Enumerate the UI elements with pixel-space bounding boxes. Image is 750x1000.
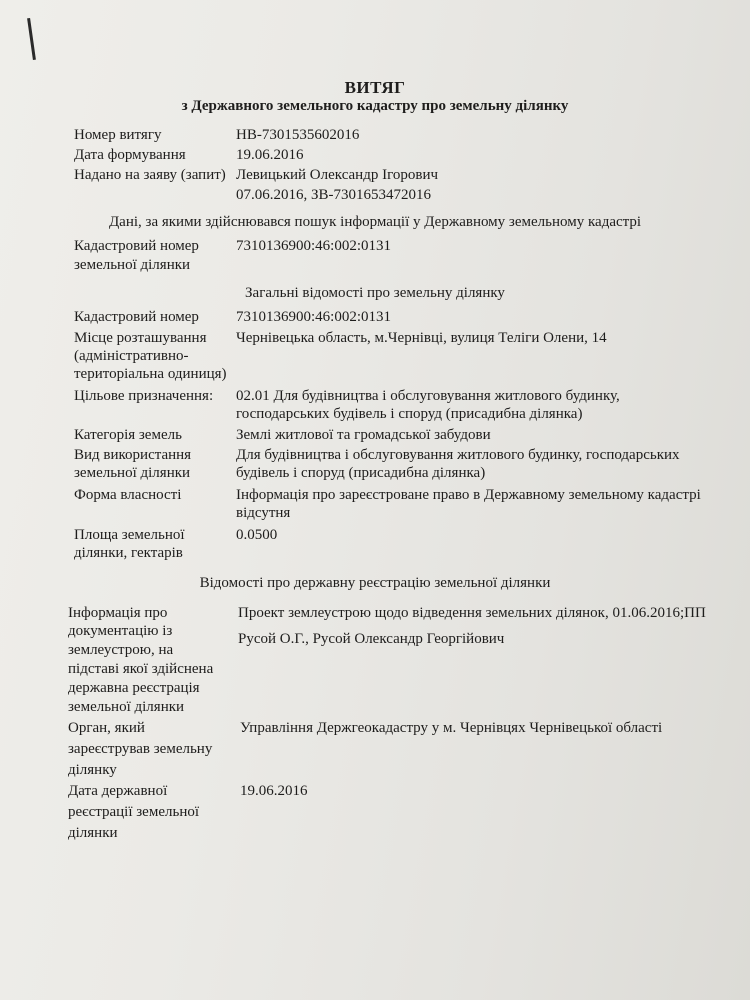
reg-date-value: 19.06.2016: [240, 783, 308, 799]
request-label: Надано на заяву (запит): [74, 167, 226, 183]
general-section-heading: Загальні відомості про земельну ділянку: [245, 285, 505, 301]
doc-label-5: державна реєстрація: [68, 680, 200, 696]
ownership-value-2: відсутня: [236, 505, 291, 521]
purpose-value-1: 02.01 Для будівництва і обслуговування житлового будинку,: [236, 388, 620, 404]
registration-section-heading: Відомості про державну реєстрацію земельної ділянки: [199, 575, 551, 591]
authority-label-3: ділянку: [68, 762, 117, 778]
cadastral-number-value: 7310136900:46:002:0131: [236, 309, 392, 325]
authority-label-2: зареєстрував земельну: [68, 741, 213, 757]
area-label-1: Площа земельної: [74, 527, 185, 543]
formation-date-label: Дата формування: [74, 147, 186, 163]
ownership-label: Форма власності: [74, 487, 182, 503]
search-cadastral-label-1: Кадастровий номер: [74, 238, 199, 254]
purpose-value-2: господарських будівель і споруд (присадибна ділянка): [236, 406, 583, 422]
cadastral-number-label: Кадастровий номер: [74, 309, 199, 325]
pen-mark: [27, 18, 36, 60]
doc-value-1: Проект землеустрою щодо відведення земельних ділянок, 01.06.2016;ПП: [238, 605, 706, 621]
category-value: Землі житлової та громадської забудови: [236, 427, 491, 443]
ownership-value-1: Інформація про зареєстроване право в Державному земельному кадастрі: [236, 487, 701, 503]
usage-label-1: Вид використання: [74, 447, 192, 463]
location-label-1: Місце розташування: [74, 330, 207, 346]
location-label-3: територіальна одиниця): [74, 366, 227, 382]
doc-label-3: землеустрою, на: [68, 642, 174, 658]
document-title: ВИТЯГ: [344, 78, 406, 97]
reg-date-label-1: Дата державної: [68, 783, 168, 799]
request-value-date: 07.06.2016, ЗВ-7301653472016: [236, 187, 432, 203]
search-cadastral-label-2: земельної ділянки: [74, 257, 191, 273]
request-value: Левицький Олександр Ігорович: [236, 167, 439, 183]
document-subtitle: з Державного земельного кадастру про земельну ділянку: [181, 98, 569, 114]
extract-number-value: НВ-7301535602016: [236, 127, 360, 143]
usage-label-2: земельної ділянки: [74, 465, 191, 481]
usage-value-2: будівель і споруд (присадибна ділянка): [236, 465, 486, 481]
usage-value-1: Для будівництва і обслуговування житлового будинку, господарських: [236, 447, 680, 463]
area-value: 0.0500: [236, 527, 278, 543]
reg-date-label-2: реєстрації земельної: [68, 804, 200, 820]
location-label-2: (адміністративно-: [74, 348, 189, 364]
extract-number-label: Номер витягу: [74, 127, 162, 143]
area-label-2: ділянки, гектарів: [74, 545, 183, 561]
search-cadastral-value: 7310136900:46:002:0131: [236, 238, 392, 254]
category-label: Категорія земель: [74, 427, 182, 443]
authority-value: Управління Держгеокадастру у м. Чернівцях Чернівецької області: [240, 720, 663, 736]
doc-label-6: земельної ділянки: [68, 699, 185, 715]
doc-label-2: документацію із: [68, 623, 173, 639]
location-value: Чернівецька область, м.Чернівці, вулиця Теліги Олени, 14: [236, 330, 607, 346]
doc-label-4: підставі якої здійснена: [68, 661, 214, 677]
purpose-label: Цільове призначення:: [74, 388, 214, 404]
authority-label-1: Орган, який: [68, 720, 145, 736]
doc-value-2: Русой О.Г., Русой Олександр Георгійович: [238, 631, 505, 647]
doc-label-1: Інформація про: [68, 605, 168, 621]
reg-date-label-3: ділянки: [68, 825, 118, 841]
formation-date-value: 19.06.2016: [236, 147, 304, 163]
search-section-heading: Дані, за якими здійснювався пошук інформації у Державному земельному кадастрі: [108, 214, 642, 230]
